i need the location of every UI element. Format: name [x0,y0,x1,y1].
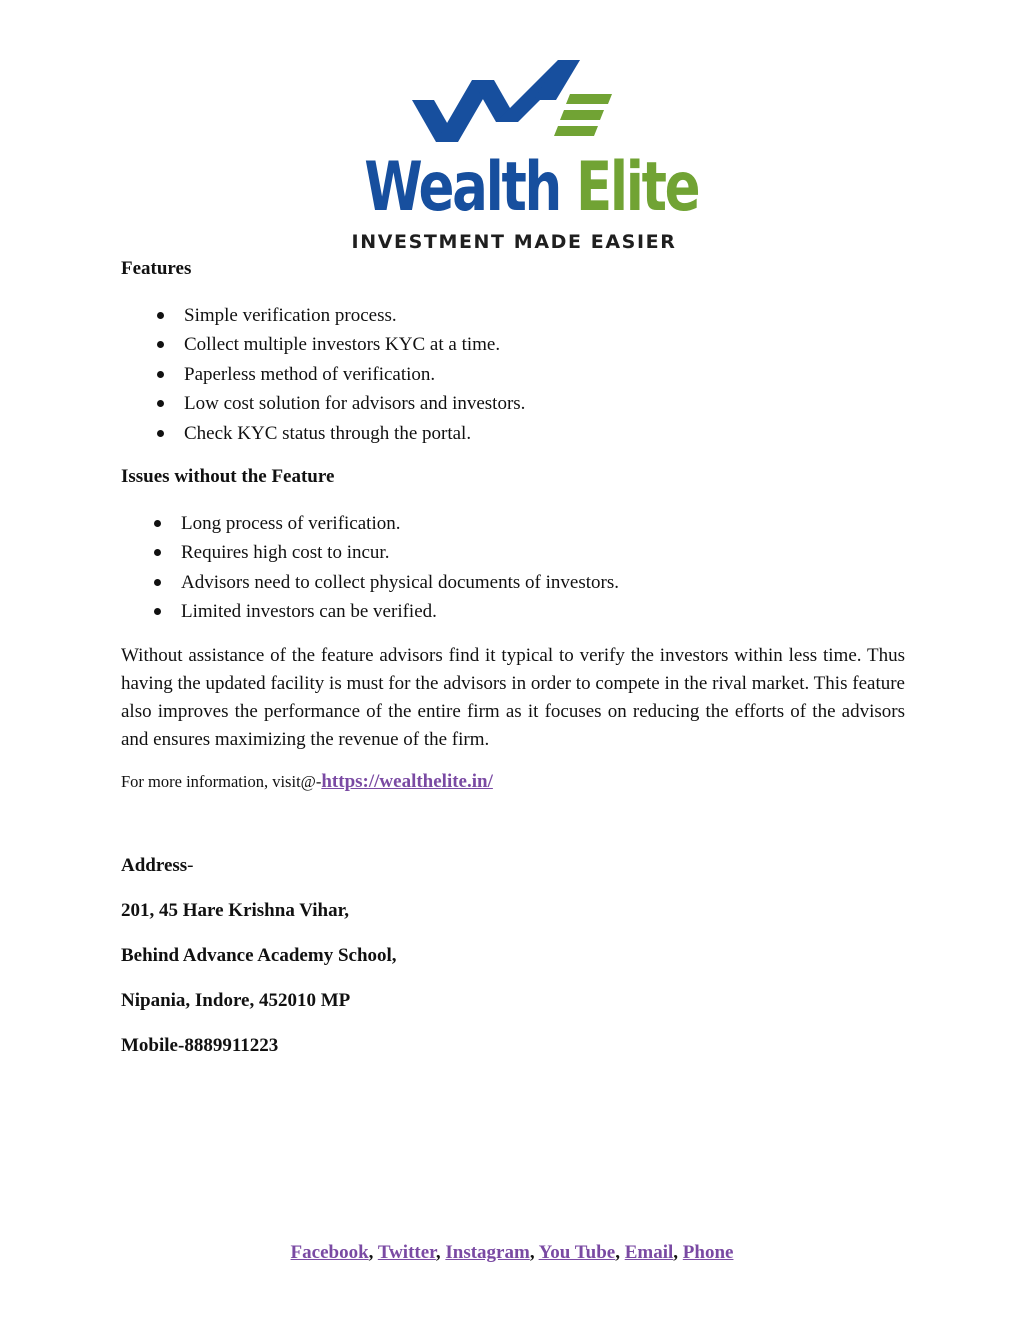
list-item: Advisors need to collect physical documents of investors. [121,568,905,597]
address-line-1: 201, 45 Hare Krishna Vihar, [121,900,350,922]
mobile-number: Mobile-8889911223 [121,1035,279,1057]
footer-separator: , [435,1242,441,1263]
list-item: Long process of verification. [121,509,905,538]
issues-heading: Issues without the Feature [121,466,335,488]
youtube-link[interactable]: You Tube [538,1242,616,1263]
wealth-elite-logo [322,58,706,256]
logo-wordmark [364,148,699,228]
logo-bar-3 [554,126,598,136]
logo-bar-1 [566,94,612,104]
footer-separator: , [368,1242,374,1263]
list-item: Limited investors can be verified. [121,597,905,626]
logo-word-wealth: Wealth [364,148,560,227]
address-label-dash: - [187,855,194,877]
address-block [121,855,905,1056]
phone-link[interactable]: Phone [682,1242,734,1263]
list-item: Check KYC status through the portal. [121,419,905,448]
address-line-3: Nipania, Indore, 452010 MP [121,990,351,1012]
body-paragraph: Without assistance of the feature advisors find it typical to verify the investors within less time. Thus having the updated facility is must for the advisors in order to compete in the rival market. This feature also improves the performance of the entire firm as it focuses on reducing the efforts of the advisors and ensures maximizing the revenue of the firm. [121,644,905,751]
footer-separator: , [529,1242,535,1263]
list-item: Low cost solution for advisors and investors. [121,389,905,418]
list-item: Paperless method of verification. [121,360,905,389]
list-item: Collect multiple investors KYC at a time. [121,330,905,359]
address-label-text: Address [121,855,188,877]
address-label [121,855,905,876]
email-link[interactable]: Email [624,1242,674,1263]
issues-list [121,509,905,627]
website-link[interactable]: https://wealthelite.in/ [321,771,493,793]
logo-bar-2 [560,110,604,120]
logo-tagline: INVESTMENT MADE EASIER [351,231,677,253]
more-info-line [121,771,905,793]
more-info-prefix: For more information, visit@- [121,772,322,792]
features-list [121,301,905,448]
instagram-link[interactable]: Instagram [445,1242,530,1263]
twitter-link[interactable]: Twitter [377,1242,436,1263]
footer-separator: , [673,1242,679,1263]
main-content [121,250,905,1080]
footer-separator: , [615,1242,620,1263]
address-line-2: Behind Advance Academy School, [121,945,397,967]
logo-mark-icon [322,58,706,148]
list-item: Requires high cost to incur. [121,538,905,567]
facebook-link[interactable]: Facebook [290,1242,369,1263]
footer-links [0,1242,1024,1264]
list-item: Simple verification process. [121,301,905,330]
logo-word-elite: Elite [576,148,699,227]
features-heading: Features [121,258,192,279]
